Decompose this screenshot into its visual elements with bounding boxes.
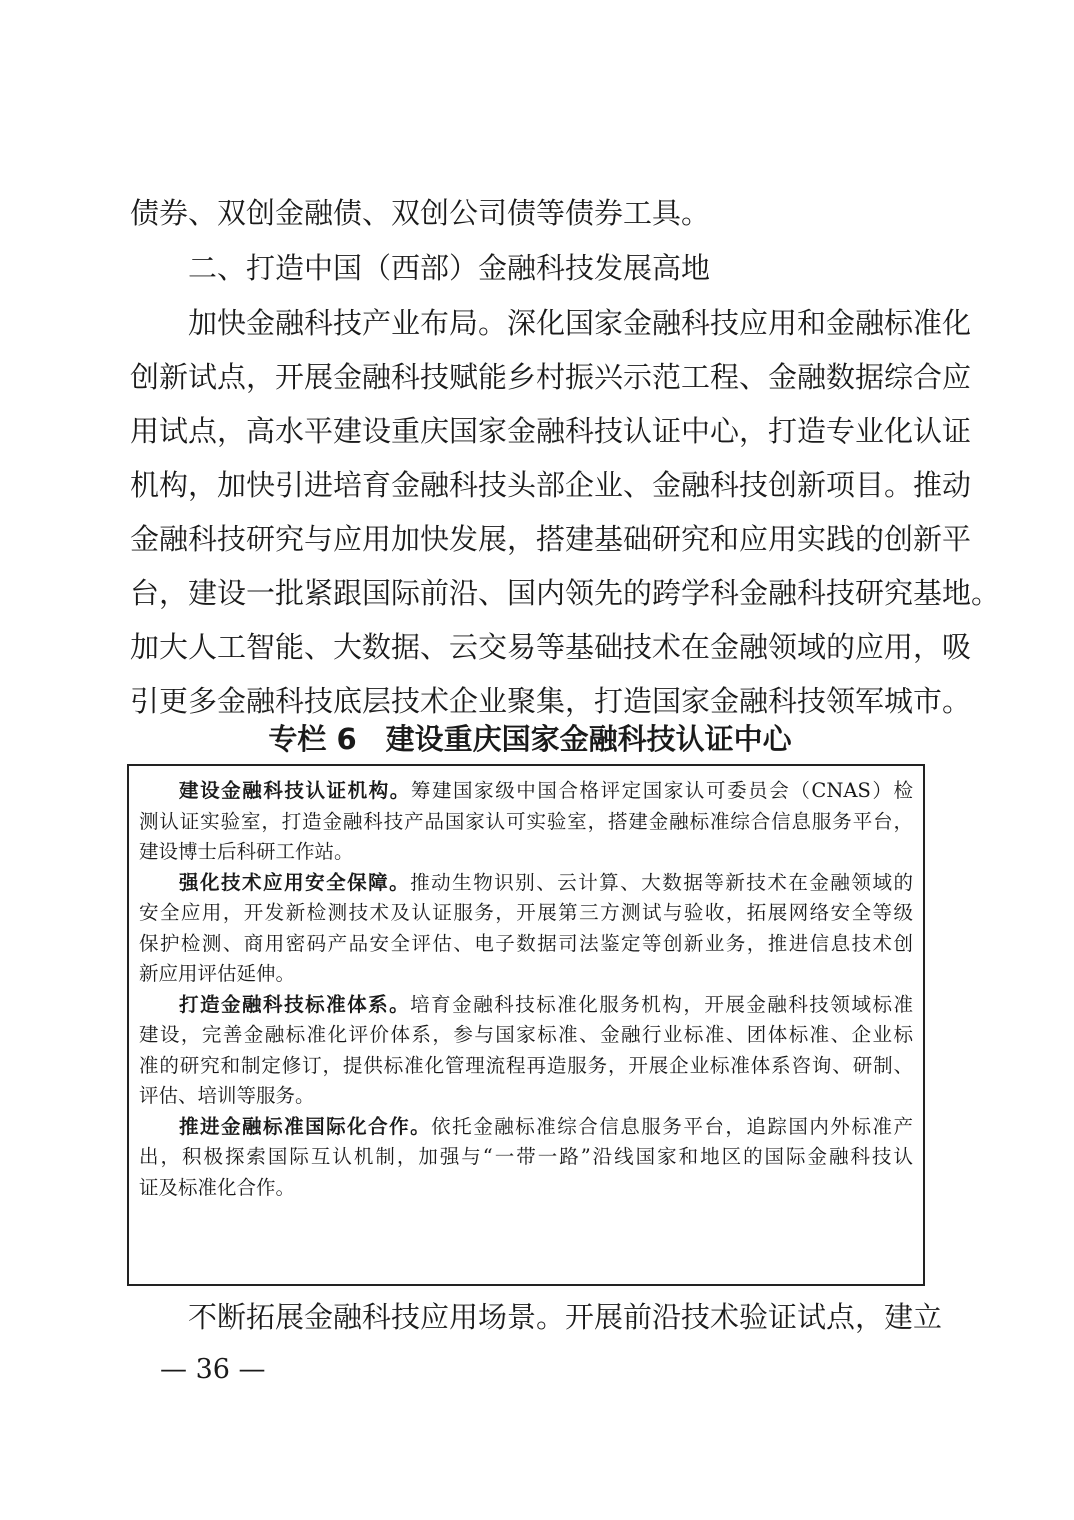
page-number: — 36 — [160,1354,266,1385]
info-box [127,764,925,1286]
body-text [130,186,1001,728]
box-line: 建设，完善金融标准化评价体系，参与国家标准、金融行业标准、团体标准、企业标 [139,1023,913,1046]
paragraph-line: 加快金融科技产业布局。深化国家金融科技应用和金融标准化 [188,306,972,340]
box-line: 评估、培训等服务。 [139,1084,315,1107]
paragraph-line: 加大人工智能、大数据、云交易等基础技术在金融领域的应用，吸 [130,630,972,664]
box-section [139,1112,913,1204]
section-heading: 二、打造中国（西部）金融科技发展高地 [188,251,711,285]
box-line-text: 筹建国家级中国合格评定国家认可委员会（CNAS）检 [410,779,913,802]
paragraph-line: 创新试点，开展金融科技赋能乡村振兴示范工程、金融数据综合应 [130,360,972,394]
box-line: 安全应用，开发新检测技术及认证服务，开展第三方测试与验收，拓展网络安全等级 [139,901,913,924]
box-line [139,990,913,1021]
box-line: 准的研究和制定修订，提供标准化管理流程再造服务，开展企业标准体系咨询、研制、 [139,1053,913,1077]
paragraph-line: 用试点，高水平建设重庆国家金融科技认证中心，打造专业化认证 [130,414,972,448]
box-line [139,868,913,899]
box-line: 出，积极探索国际互认机制，加强与“一带一路”沿线国家和地区的国际金融科技认 [139,1145,913,1168]
box-section-heading: 建设金融科技认证机构。 [179,779,411,802]
box-title: 专栏 6 建设重庆国家金融科技认证中心 [268,722,792,756]
box-section-heading: 推进金融标准国际化合作。 [179,1114,432,1138]
paragraph-line: 债券、双创金融债、双创公司债等债券工具。 [130,196,711,230]
box-line: 测认证实验室，打造金融科技产品国家认可实验室，搭建金融标准综合信息服务平台， [139,809,913,833]
box-line [139,776,913,807]
paragraph-line: 金融科技研究与应用加快发展，搭建基础研究和应用实践的创新平 [130,522,972,556]
box-line: 证及标准化合作。 [139,1175,296,1199]
box-section [139,990,913,1112]
box-line-text: 推动生物识别、云计算、大数据等新技术在金融领域的 [410,870,913,894]
box-section-heading: 强化技术应用安全保障。 [179,870,411,894]
box-line: 新应用评估延伸。 [139,962,296,985]
box-line: 建设博士后科研工作站。 [139,840,354,863]
box-section [139,776,913,868]
body-text-continued [130,1290,943,1344]
box-line-text: 依托金融标准综合信息服务平台，追踪国内外标准产 [431,1114,913,1138]
box-line: 保护检测、商用密码产品安全评估、电子数据司法鉴定等创新业务，推进信息技术创 [139,931,913,955]
paragraph-line: 引更多金融科技底层技术企业聚集，打造国家金融科技领军城市。 [130,684,972,718]
box-line-text: 培育金融科技标准化服务机构，开展金融科技领域标准 [410,992,913,1016]
box-section-heading: 打造金融科技标准体系。 [179,992,411,1016]
box-section [139,868,913,990]
paragraph-line: 机构，加快引进培育金融科技头部企业、金融科技创新项目。推动 [130,468,972,502]
paragraph-line: 台，建设一批紧跟国际前沿、国内领先的跨学科金融科技研究基地。 [130,576,1001,610]
box-line [139,1112,913,1143]
paragraph-line: 不断拓展金融科技应用场景。开展前沿技术验证试点，建立 [188,1300,943,1334]
